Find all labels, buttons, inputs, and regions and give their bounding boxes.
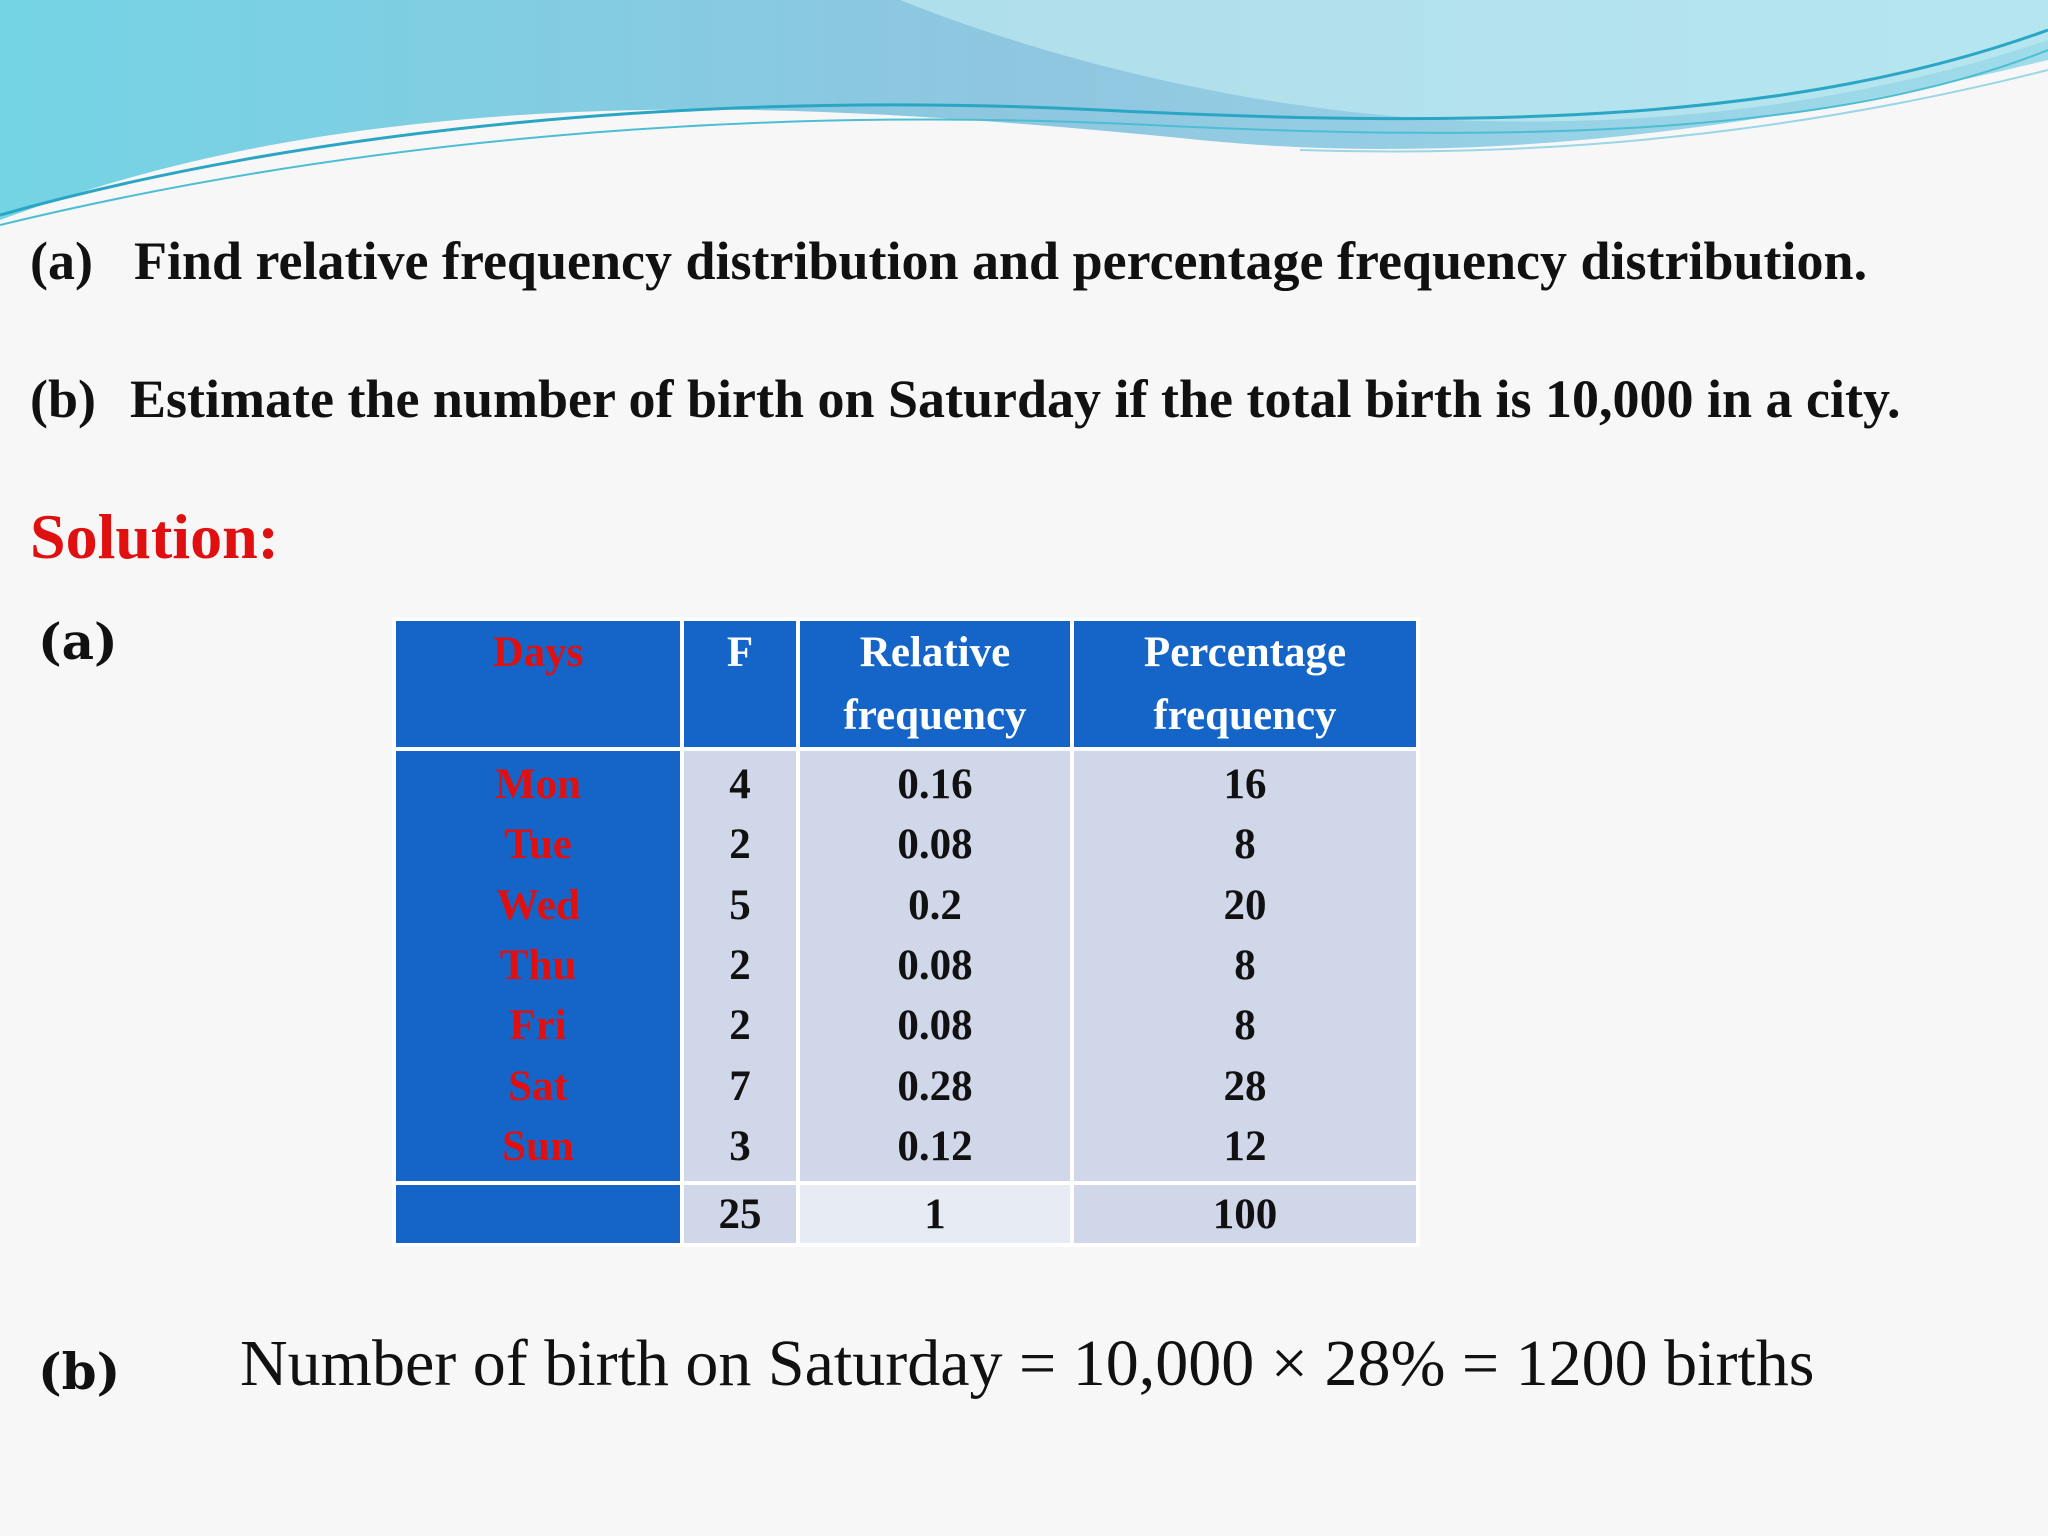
day-cell: Sun <box>502 1122 574 1170</box>
relative-cell: 0.08 <box>897 821 973 869</box>
day-cell: Wed <box>496 881 580 929</box>
percentage-cell: 20 <box>1223 881 1267 929</box>
header-relative-line2: frequency <box>843 692 1027 739</box>
saturday-birth-formula: Number of birth on Saturday = 10,000 × 28% = 1200 births <box>240 1327 1815 1400</box>
part-a-label: (a) <box>38 612 118 671</box>
total-label-cell <box>394 1183 682 1245</box>
percentage-cell: 8 <box>1234 821 1256 869</box>
relative-cell: 0.16 <box>897 761 973 809</box>
f-cell: 5 <box>729 881 751 929</box>
header-relative-line1: Relative <box>859 629 1011 676</box>
total-percentage-cell: 100 <box>1072 1183 1418 1245</box>
total-relative-cell: 1 <box>798 1183 1072 1245</box>
header-percentage-line2: frequency <box>1153 692 1337 739</box>
question-b-label: (b) <box>30 369 96 429</box>
table-total-row <box>394 1183 1418 1245</box>
header-percentage-frequency <box>1072 619 1418 749</box>
day-cell: Mon <box>495 761 581 809</box>
f-cell: 2 <box>729 941 751 989</box>
days-column <box>394 749 682 1183</box>
header-percentage-line1: Percentage <box>1143 629 1347 676</box>
f-cell: 3 <box>729 1122 751 1170</box>
f-cell: 2 <box>729 821 751 869</box>
question-a <box>30 230 1867 292</box>
part-b-label: (b) <box>38 1342 121 1401</box>
header-days: Days <box>394 619 682 749</box>
question-a-label: (a) <box>30 231 93 291</box>
total-f-cell: 25 <box>682 1183 798 1245</box>
percentage-cell: 16 <box>1223 761 1267 809</box>
header-relative-frequency <box>798 619 1072 749</box>
question-a-text: Find relative frequency distribution and percentage frequency distribution. <box>134 231 1868 291</box>
f-column <box>682 749 798 1183</box>
solution-heading: Solution: <box>30 501 279 572</box>
percentage-cell: 8 <box>1234 1002 1256 1050</box>
percentage-frequency-column <box>1072 749 1418 1183</box>
percentage-cell: 12 <box>1223 1122 1267 1170</box>
table-body-row <box>394 749 1418 1183</box>
relative-frequency-column <box>798 749 1072 1183</box>
relative-cell: 0.28 <box>897 1062 973 1110</box>
relative-cell: 0.08 <box>897 1002 973 1050</box>
question-b <box>30 368 1901 430</box>
frequency-table <box>392 617 1420 1247</box>
day-cell: Tue <box>504 821 572 869</box>
day-cell: Sat <box>508 1062 568 1110</box>
table-header-row <box>394 619 1418 749</box>
day-cell: Fri <box>509 1002 567 1050</box>
f-cell: 7 <box>729 1062 751 1110</box>
relative-cell: 0.2 <box>908 881 962 929</box>
question-b-text: Estimate the number of birth on Saturday if the total birth is 10,000 in a city. <box>130 369 1901 429</box>
f-cell: 2 <box>729 1002 751 1050</box>
percentage-cell: 28 <box>1223 1062 1267 1110</box>
relative-cell: 0.12 <box>897 1122 973 1170</box>
header-f: F <box>682 619 798 749</box>
percentage-cell: 8 <box>1234 941 1256 989</box>
header-wave-decoration <box>0 0 2048 240</box>
day-cell: Thu <box>499 941 577 989</box>
relative-cell: 0.08 <box>897 941 973 989</box>
f-cell: 4 <box>729 761 751 809</box>
